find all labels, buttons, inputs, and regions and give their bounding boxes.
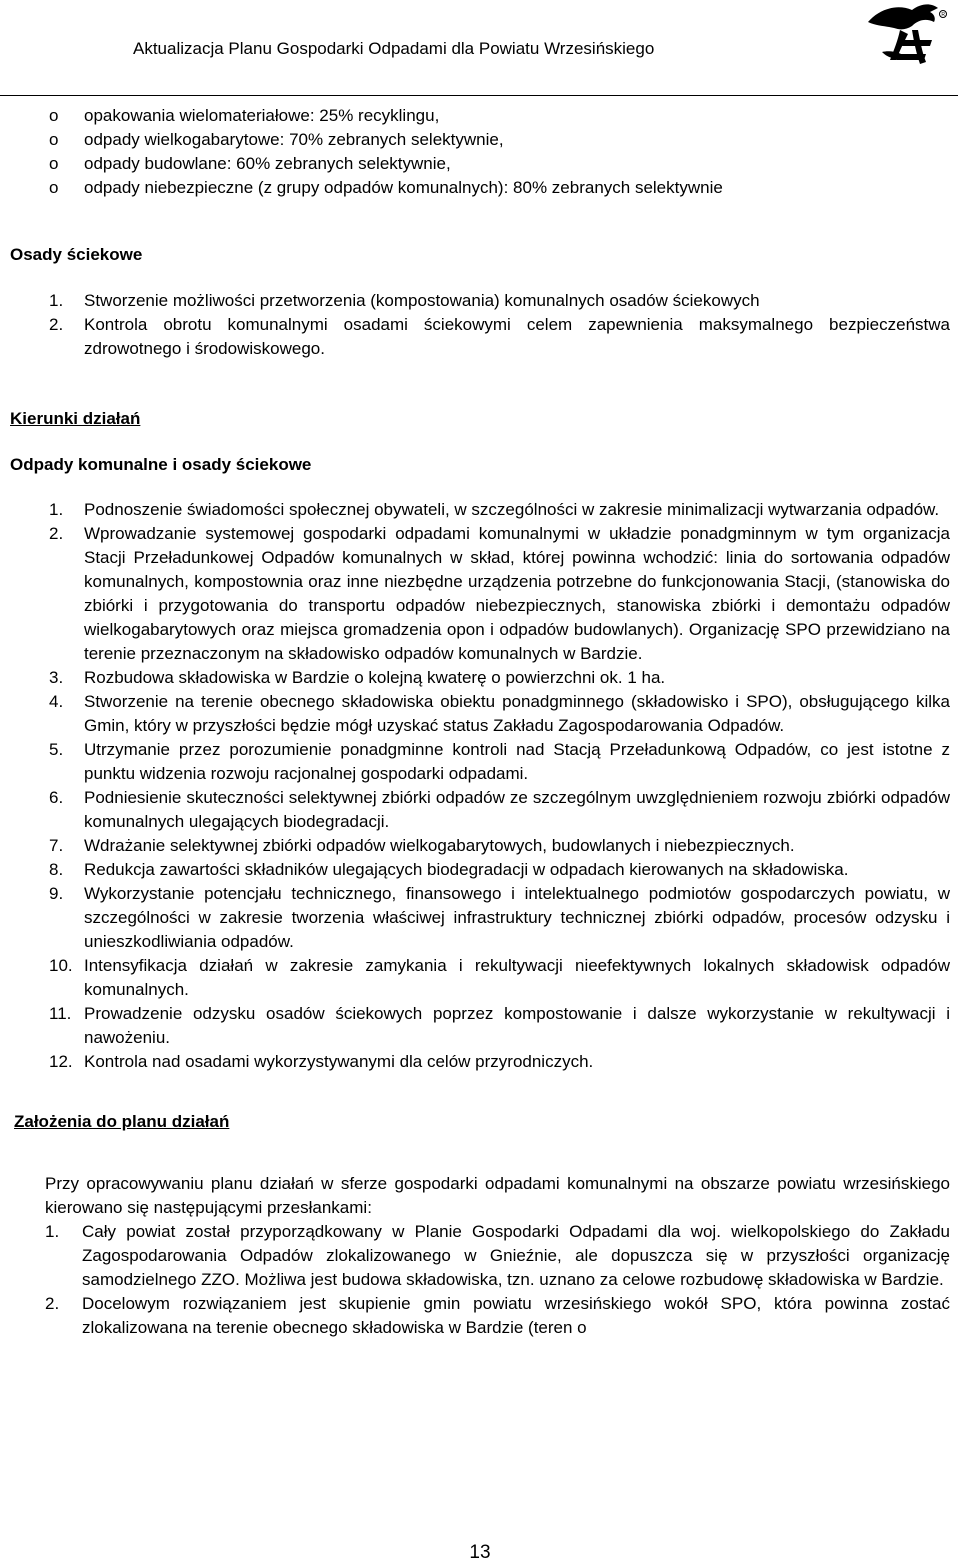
actions-list [10, 498, 950, 1074]
list-item: 11. Prowadzenie odzysku osadów ściekowych poprzez kompostowanie i dalsze wykorzystanie w rekultywacji i nawożeniu. [49, 1004, 950, 1047]
list-item: o odpady budowlane: 60% zebranych selektywnie, [10, 152, 950, 176]
list-item: 1. Cały powiat został przyporządkowany w Planie Gospodarki Odpadami dla woj. wielkopolskiego do Zakładu Zagospodarowania Odpadów zlokalizowanego w Gnieźnie, ale dopuszcza się w przyszłości organizację samodzielnego ZZO. Możliwa jest budowa składowiska, tzn. uznano za celowe rozbudowę składowiska w Bardzie. [45, 1222, 950, 1289]
heading-actions: Kierunki działań [10, 409, 141, 428]
list-item: 4. Stworzenie na terenie obecnego składowiska obiektu ponadgminnego (składowisko i SPO), obsługującego kilka Gmin, który w przyszłości będzie mógł uzyskać status Zakładu Zagospodarowania Odpadów. [49, 692, 950, 735]
heading-assumptions: Założenia do planu działań [14, 1112, 230, 1131]
heading-sludge: Osady ściekowe [10, 245, 143, 264]
list-item: 2. Wprowadzanie systemowej gospodarki odpadami komunalnymi w układzie ponadgminnym w tym organizacja Stacji Przeładunkowej Odpadów komunalnych w skład, której powinna wchodzić: linia do sortowania odpadów komunalnych, kompostownia oraz inne niezbędne urządzenia potrzebne do funkcjonowania Stacji, (stanowiska do zbiórki i przygotowania do transportu odpadów niebezpiecznych, stanowiska zbiórki i demontażu odpadów wielkogabarytowych oraz miejsca gromadzenia opon i odpadów budowlanych). Organizację SPO przewidziano na terenie przeznaczonym na składowisko odpadów komunalnych w Bardzie. [49, 524, 950, 663]
page-header [0, 0, 960, 96]
list-item: 3. Rozbudowa składowiska w Bardzie o kolejną kwaterę o powierzchni ok. 1 ha. [49, 668, 666, 687]
bullet-symbol: o [49, 154, 59, 173]
list-item: 2. Kontrola obrotu komunalnymi osadami ściekowymi celem zapewnienia maksymalnego bezpieczeństwa zdrowotnego i środowiskowego. [49, 315, 950, 358]
bullet-list [10, 104, 950, 200]
assumptions-list [10, 1220, 950, 1340]
list-item: 6. Podniesienie skuteczności selektywnej zbiórki odpadów ze szczególnym uwzględnieniem rozwoju zbiórki odpadów komunalnych ulegających biodegradacji. [49, 788, 950, 831]
list-item: 2. Docelowym rozwiązaniem jest skupienie gmin powiatu wrzesińskiego wokół SPO, która powinna zostać zlokalizowana na terenie obecnego składowiska w Bardzie (teren o [45, 1294, 950, 1337]
list-item: 8. Redukcja zawartości składników ulegających biodegradacji w odpadach kierowanych na składowiska. [49, 860, 849, 879]
header-rule [0, 95, 958, 96]
list-item: 9. Wykorzystanie potencjału technicznego, finansowego i intelektualnego podmiotów gospodarczych powiatu, w szczególności w zakresie tworzenia właściwej infrastruktury technicznej zbiórki odpadów, procesów odzysku i unieszkodliwiania odpadów. [49, 884, 950, 951]
list-item: 10. Intensyfikacja działań w zakresie zamykania i rekultywacji nieefektywnych lokalnych składowisk odpadów komunalnych. [49, 956, 950, 999]
list-item: o odpady wielkogabarytowe: 70% zebranych selektywnie, [10, 128, 950, 152]
list-item: 7. Wdrażanie selektywnej zbiórki odpadów wielkogabarytowych, budowlanych i niebezpiecznych. [49, 836, 795, 855]
list-item: 5. Utrzymanie przez porozumienie ponadgminne kontroli nad Stacją Przeładunkową Odpadów, co jest istotne z punktu widzenia rozwoju racjonalnej gospodarki odpadami. [49, 740, 950, 783]
bullet-symbol: o [49, 106, 59, 125]
header-title: Aktualizacja Planu Gospodarki Odpadami dla Powiatu Wrzesińskiego [133, 39, 655, 58]
assumptions-intro: Przy opracowywaniu planu działań w sferze gospodarki odpadami komunalnymi na obszarze powiatu wrzesińskiego kierowano się następującymi przesłankami: [45, 1174, 950, 1217]
list-item: 1. Stworzenie możliwości przetworzenia (kompostowania) komunalnych osadów ściekowych [49, 291, 760, 310]
page-number: 13 [469, 1542, 491, 1563]
bullet-symbol: o [49, 178, 59, 197]
bullet-symbol: o [49, 130, 59, 149]
subheading-actions: Odpady komunalne i osady ściekowe [10, 455, 312, 474]
bird-logo-icon [860, 0, 952, 75]
list-item: 1. Podnoszenie świadomości społecznej obywateli, w szczególności w zakresie minimalizacji wytwarzania odpadów. [49, 500, 940, 519]
svg-text:R: R [941, 12, 946, 18]
list-item: o odpady niebezpieczne (z grupy odpadów komunalnych): 80% zebranych selektywnie [10, 176, 950, 200]
list-item: o opakowania wielomateriałowe: 25% recyklingu, [10, 104, 950, 128]
sludge-list [10, 289, 950, 361]
list-item: 12. Kontrola nad osadami wykorzystywanymi dla celów przyrodniczych. [49, 1052, 594, 1071]
page-content [10, 104, 950, 1340]
